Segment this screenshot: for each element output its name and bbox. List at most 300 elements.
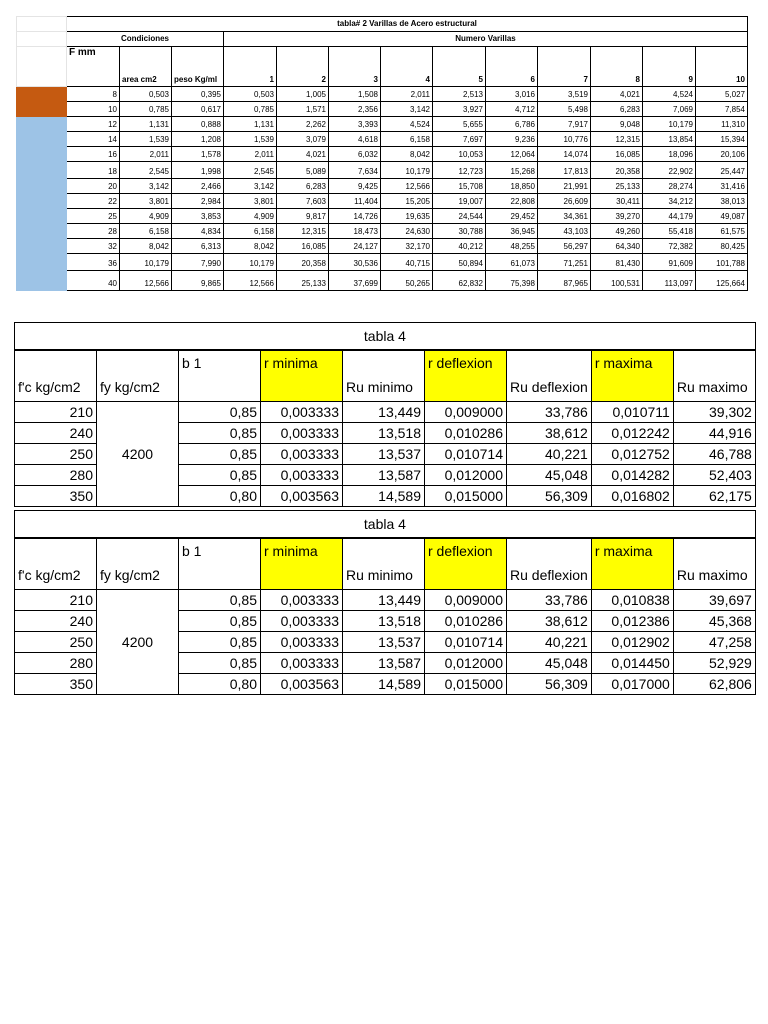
- value-cell: 17,813: [538, 162, 591, 179]
- peso-cell: 4,834: [172, 224, 224, 239]
- header-rumin: Ru minimo: [343, 538, 425, 590]
- color-band: [17, 271, 67, 291]
- value-cell: 81,430: [591, 254, 643, 271]
- b1-cell: 0,85: [179, 465, 261, 486]
- b1-cell: 0,85: [179, 611, 261, 632]
- area-cell: 2,545: [120, 162, 172, 179]
- count-header: 10: [696, 47, 748, 87]
- peso-cell: 1,578: [172, 147, 224, 162]
- value-cell: 61,575: [696, 224, 748, 239]
- rdef-cell: 0,015000: [425, 674, 507, 695]
- rumax-cell: 39,302: [673, 402, 755, 423]
- value-cell: 30,788: [433, 224, 486, 239]
- value-cell: 15,268: [486, 162, 538, 179]
- rumin-cell: 13,449: [343, 590, 425, 611]
- value-cell: 37,699: [329, 271, 381, 291]
- rmin-cell: 0,003333: [261, 590, 343, 611]
- color-band: [17, 239, 67, 254]
- value-cell: 22,808: [486, 194, 538, 209]
- rmax-cell: 0,016802: [591, 486, 673, 507]
- rumax-cell: 62,175: [673, 486, 755, 507]
- table-row: [17, 271, 748, 291]
- varillas-table: [16, 16, 748, 291]
- rumax-cell: 44,916: [673, 423, 755, 444]
- value-cell: 50,894: [433, 254, 486, 271]
- value-cell: 44,179: [643, 209, 696, 224]
- header-rdef: r deflexion: [425, 350, 507, 402]
- value-cell: 7,069: [643, 102, 696, 117]
- value-cell: 6,283: [591, 102, 643, 117]
- b1-cell: 0,85: [179, 444, 261, 465]
- peso-cell: 9,865: [172, 271, 224, 291]
- value-cell: 25,133: [591, 179, 643, 194]
- value-cell: 7,854: [696, 102, 748, 117]
- header-b1: b 1: [179, 350, 261, 402]
- value-cell: 1,005: [277, 87, 329, 102]
- value-cell: 2,011: [381, 87, 433, 102]
- value-cell: 30,411: [591, 194, 643, 209]
- value-cell: 34,212: [643, 194, 696, 209]
- value-cell: 75,398: [486, 271, 538, 291]
- count-header: 3: [329, 47, 381, 87]
- value-cell: 19,007: [433, 194, 486, 209]
- value-cell: 7,634: [329, 162, 381, 179]
- value-cell: 61,073: [486, 254, 538, 271]
- area-cell: 0,503: [120, 87, 172, 102]
- value-cell: 4,909: [224, 209, 277, 224]
- rumax-cell: 52,929: [673, 653, 755, 674]
- rmin-cell: 0,003563: [261, 486, 343, 507]
- value-cell: 3,142: [224, 179, 277, 194]
- value-cell: 12,723: [433, 162, 486, 179]
- table-row: [17, 209, 748, 224]
- value-cell: 12,566: [381, 179, 433, 194]
- value-cell: 16,085: [591, 147, 643, 162]
- table-title: tabla 4: [15, 323, 756, 351]
- diameter-cell: 16: [67, 147, 120, 162]
- value-cell: 12,064: [486, 147, 538, 162]
- diameter-cell: 22: [67, 194, 120, 209]
- count-header: 5: [433, 47, 486, 87]
- value-cell: 6,283: [277, 179, 329, 194]
- value-cell: 22,902: [643, 162, 696, 179]
- value-cell: 7,603: [277, 194, 329, 209]
- value-cell: 8,042: [224, 239, 277, 254]
- fc-cell: 210: [15, 590, 97, 611]
- area-cell: 12,566: [120, 271, 172, 291]
- rumax-cell: 52,403: [673, 465, 755, 486]
- diameter-cell: 14: [67, 132, 120, 147]
- rumin-cell: 13,587: [343, 653, 425, 674]
- value-cell: 8,042: [381, 147, 433, 162]
- rmax-cell: 0,012902: [591, 632, 673, 653]
- value-cell: 6,786: [486, 117, 538, 132]
- value-cell: 10,179: [381, 162, 433, 179]
- rumin-cell: 13,518: [343, 611, 425, 632]
- fc-cell: 250: [15, 444, 97, 465]
- peso-cell: 7,990: [172, 254, 224, 271]
- value-cell: 4,021: [277, 147, 329, 162]
- value-cell: 0,785: [224, 102, 277, 117]
- value-cell: 16,085: [277, 239, 329, 254]
- value-cell: 12,315: [591, 132, 643, 147]
- area-cell: 4,909: [120, 209, 172, 224]
- value-cell: 21,991: [538, 179, 591, 194]
- value-cell: 50,265: [381, 271, 433, 291]
- value-cell: 15,708: [433, 179, 486, 194]
- table-row: [17, 117, 748, 132]
- table-row: [17, 194, 748, 209]
- value-cell: 39,270: [591, 209, 643, 224]
- value-cell: 30,536: [329, 254, 381, 271]
- color-band: [17, 147, 67, 162]
- rmax-cell: 0,012386: [591, 611, 673, 632]
- area-cell: 10,179: [120, 254, 172, 271]
- varillas-title: tabla# 2 Varillas de Acero estructural: [67, 17, 748, 32]
- rmax-cell: 0,010711: [591, 402, 673, 423]
- rdef-cell: 0,010286: [425, 611, 507, 632]
- diameter-cell: 18: [67, 162, 120, 179]
- value-cell: 12,315: [277, 224, 329, 239]
- value-cell: 5,655: [433, 117, 486, 132]
- value-cell: 10,776: [538, 132, 591, 147]
- rmin-cell: 0,003333: [261, 632, 343, 653]
- value-cell: 5,027: [696, 87, 748, 102]
- rmax-cell: 0,017000: [591, 674, 673, 695]
- rudef-cell: 38,612: [507, 423, 592, 444]
- rudef-cell: 56,309: [507, 674, 592, 695]
- table-row: [15, 590, 756, 611]
- value-cell: 11,310: [696, 117, 748, 132]
- value-cell: 9,817: [277, 209, 329, 224]
- color-band: [17, 132, 67, 147]
- area-cell: 3,142: [120, 179, 172, 194]
- value-cell: 2,011: [224, 147, 277, 162]
- rdef-cell: 0,010714: [425, 632, 507, 653]
- value-cell: 64,340: [591, 239, 643, 254]
- fc-cell: 250: [15, 632, 97, 653]
- diameter-cell: 36: [67, 254, 120, 271]
- value-cell: 32,170: [381, 239, 433, 254]
- rmax-cell: 0,014450: [591, 653, 673, 674]
- rumin-cell: 14,589: [343, 674, 425, 695]
- rmin-cell: 0,003333: [261, 423, 343, 444]
- value-cell: 6,158: [224, 224, 277, 239]
- diameter-cell: 8: [67, 87, 120, 102]
- rmax-cell: 0,014282: [591, 465, 673, 486]
- value-cell: 100,531: [591, 271, 643, 291]
- rdef-cell: 0,012000: [425, 653, 507, 674]
- value-cell: 7,697: [433, 132, 486, 147]
- rumax-cell: 62,806: [673, 674, 755, 695]
- value-cell: 9,048: [591, 117, 643, 132]
- color-band: [17, 117, 67, 132]
- value-cell: 62,832: [433, 271, 486, 291]
- value-cell: 13,854: [643, 132, 696, 147]
- count-header: 7: [538, 47, 591, 87]
- value-cell: 10,179: [224, 254, 277, 271]
- table-row: [17, 224, 748, 239]
- fc-cell: 350: [15, 674, 97, 695]
- header-rumax: Ru maximo: [673, 538, 755, 590]
- value-cell: 71,251: [538, 254, 591, 271]
- value-cell: 1,539: [224, 132, 277, 147]
- value-cell: 38,013: [696, 194, 748, 209]
- value-cell: 113,097: [643, 271, 696, 291]
- value-cell: 9,236: [486, 132, 538, 147]
- value-cell: 3,016: [486, 87, 538, 102]
- peso-header: peso Kg/ml: [172, 47, 224, 87]
- count-header: 2: [277, 47, 329, 87]
- area-cell: 2,011: [120, 147, 172, 162]
- table-row: [17, 102, 748, 117]
- value-cell: 2,545: [224, 162, 277, 179]
- rmin-cell: 0,003333: [261, 653, 343, 674]
- color-band: [17, 162, 67, 179]
- b1-cell: 0,85: [179, 423, 261, 444]
- value-cell: 1,571: [277, 102, 329, 117]
- table-row: [17, 254, 748, 271]
- diameter-cell: 40: [67, 271, 120, 291]
- value-cell: 10,053: [433, 147, 486, 162]
- table-row: [17, 162, 748, 179]
- fc-cell: 210: [15, 402, 97, 423]
- rmin-cell: 0,003333: [261, 444, 343, 465]
- rdef-cell: 0,010286: [425, 423, 507, 444]
- rmax-cell: 0,010838: [591, 590, 673, 611]
- header-rudef: Ru deflexion: [507, 350, 592, 402]
- fy-cell: 4200: [97, 590, 179, 695]
- rumax-cell: 45,368: [673, 611, 755, 632]
- header-rudef: Ru deflexion: [507, 538, 592, 590]
- value-cell: 18,473: [329, 224, 381, 239]
- value-cell: 36,945: [486, 224, 538, 239]
- fc-cell: 280: [15, 465, 97, 486]
- header-fy: fy kg/cm2: [97, 350, 179, 402]
- value-cell: 31,416: [696, 179, 748, 194]
- header-fc: f'c kg/cm2: [15, 538, 97, 590]
- rumax-cell: 46,788: [673, 444, 755, 465]
- rmin-cell: 0,003563: [261, 674, 343, 695]
- table-row: [17, 87, 748, 102]
- value-cell: 10,179: [643, 117, 696, 132]
- fy-cell: 4200: [97, 402, 179, 507]
- peso-cell: 1,208: [172, 132, 224, 147]
- header-rumax: Ru maximo: [673, 350, 755, 402]
- value-cell: 19,635: [381, 209, 433, 224]
- area-cell: 1,539: [120, 132, 172, 147]
- value-cell: 56,297: [538, 239, 591, 254]
- rudef-cell: 40,221: [507, 632, 592, 653]
- b1-cell: 0,85: [179, 632, 261, 653]
- header-rdef: r deflexion: [425, 538, 507, 590]
- value-cell: 49,087: [696, 209, 748, 224]
- table-row: [17, 132, 748, 147]
- diameter-cell: 20: [67, 179, 120, 194]
- rumax-cell: 39,697: [673, 590, 755, 611]
- rmin-cell: 0,003333: [261, 611, 343, 632]
- rmax-cell: 0,012242: [591, 423, 673, 444]
- value-cell: 5,089: [277, 162, 329, 179]
- value-cell: 72,382: [643, 239, 696, 254]
- rudef-cell: 56,309: [507, 486, 592, 507]
- rumin-cell: 13,537: [343, 444, 425, 465]
- count-header: 6: [486, 47, 538, 87]
- value-cell: 26,609: [538, 194, 591, 209]
- value-cell: 40,212: [433, 239, 486, 254]
- color-band: [17, 102, 67, 117]
- numero-varillas-header: Numero Varillas: [224, 32, 748, 47]
- peso-cell: 6,313: [172, 239, 224, 254]
- fc-cell: 350: [15, 486, 97, 507]
- value-cell: 87,965: [538, 271, 591, 291]
- value-cell: 20,358: [591, 162, 643, 179]
- value-cell: 4,618: [329, 132, 381, 147]
- color-band: [17, 254, 67, 271]
- header-fy: fy kg/cm2: [97, 538, 179, 590]
- value-cell: 25,447: [696, 162, 748, 179]
- color-band: [17, 209, 67, 224]
- rudef-cell: 33,786: [507, 590, 592, 611]
- header-rmin: r minima: [261, 538, 343, 590]
- value-cell: 25,133: [277, 271, 329, 291]
- b1-cell: 0,85: [179, 590, 261, 611]
- rudef-cell: 38,612: [507, 611, 592, 632]
- count-header: 8: [591, 47, 643, 87]
- area-cell: 8,042: [120, 239, 172, 254]
- fc-cell: 240: [15, 611, 97, 632]
- value-cell: 4,524: [643, 87, 696, 102]
- table-row: [15, 402, 756, 423]
- rumin-cell: 13,537: [343, 632, 425, 653]
- color-band: [17, 224, 67, 239]
- count-header: 4: [381, 47, 433, 87]
- value-cell: 6,158: [381, 132, 433, 147]
- color-band: [17, 87, 67, 102]
- value-cell: 11,404: [329, 194, 381, 209]
- value-cell: 24,544: [433, 209, 486, 224]
- value-cell: 43,103: [538, 224, 591, 239]
- fc-cell: 240: [15, 423, 97, 444]
- rudef-cell: 33,786: [507, 402, 592, 423]
- rudef-cell: 45,048: [507, 653, 592, 674]
- peso-cell: 1,998: [172, 162, 224, 179]
- rmax-cell: 0,012752: [591, 444, 673, 465]
- rdef-cell: 0,009000: [425, 402, 507, 423]
- value-cell: 2,262: [277, 117, 329, 132]
- header-rmax: r maxima: [591, 538, 673, 590]
- value-cell: 55,418: [643, 224, 696, 239]
- diameter-cell: 25: [67, 209, 120, 224]
- header-fc: f'c kg/cm2: [15, 350, 97, 402]
- value-cell: 9,425: [329, 179, 381, 194]
- value-cell: 12,566: [224, 271, 277, 291]
- value-cell: 125,664: [696, 271, 748, 291]
- value-cell: 3,142: [381, 102, 433, 117]
- tabla4-first: [14, 322, 756, 507]
- b1-cell: 0,85: [179, 402, 261, 423]
- rdef-cell: 0,009000: [425, 590, 507, 611]
- value-cell: 4,712: [486, 102, 538, 117]
- area-cell: 6,158: [120, 224, 172, 239]
- value-cell: 7,917: [538, 117, 591, 132]
- table-row: [17, 147, 748, 162]
- value-cell: 3,801: [224, 194, 277, 209]
- area-cell: 1,131: [120, 117, 172, 132]
- area-header: area cm2: [120, 47, 172, 87]
- condiciones-header: Condiciones: [67, 32, 224, 47]
- rumin-cell: 13,518: [343, 423, 425, 444]
- value-cell: 29,452: [486, 209, 538, 224]
- area-cell: 3,801: [120, 194, 172, 209]
- value-cell: 20,106: [696, 147, 748, 162]
- count-header: 1: [224, 47, 277, 87]
- value-cell: 24,127: [329, 239, 381, 254]
- header-rmax: r maxima: [591, 350, 673, 402]
- value-cell: 20,358: [277, 254, 329, 271]
- value-cell: 28,274: [643, 179, 696, 194]
- fmm-header: F mm: [67, 47, 120, 87]
- rumax-cell: 47,258: [673, 632, 755, 653]
- rudef-cell: 45,048: [507, 465, 592, 486]
- value-cell: 48,255: [486, 239, 538, 254]
- value-cell: 24,630: [381, 224, 433, 239]
- value-cell: 18,096: [643, 147, 696, 162]
- peso-cell: 2,984: [172, 194, 224, 209]
- b1-cell: 0,80: [179, 674, 261, 695]
- value-cell: 1,131: [224, 117, 277, 132]
- value-cell: 2,513: [433, 87, 486, 102]
- value-cell: 0,503: [224, 87, 277, 102]
- table-row: [17, 179, 748, 194]
- rmin-cell: 0,003333: [261, 402, 343, 423]
- value-cell: 49,260: [591, 224, 643, 239]
- area-cell: 0,785: [120, 102, 172, 117]
- diameter-cell: 12: [67, 117, 120, 132]
- b1-cell: 0,85: [179, 653, 261, 674]
- rumin-cell: 13,449: [343, 402, 425, 423]
- rdef-cell: 0,010714: [425, 444, 507, 465]
- rdef-cell: 0,012000: [425, 465, 507, 486]
- value-cell: 3,393: [329, 117, 381, 132]
- value-cell: 80,425: [696, 239, 748, 254]
- peso-cell: 0,617: [172, 102, 224, 117]
- value-cell: 2,356: [329, 102, 381, 117]
- value-cell: 15,394: [696, 132, 748, 147]
- peso-cell: 3,853: [172, 209, 224, 224]
- value-cell: 4,021: [591, 87, 643, 102]
- rmin-cell: 0,003333: [261, 465, 343, 486]
- value-cell: 18,850: [486, 179, 538, 194]
- fc-cell: 280: [15, 653, 97, 674]
- tabla4-second: [14, 510, 756, 695]
- header-rumin: Ru minimo: [343, 350, 425, 402]
- value-cell: 6,032: [329, 147, 381, 162]
- value-cell: 40,715: [381, 254, 433, 271]
- value-cell: 3,927: [433, 102, 486, 117]
- value-cell: 15,205: [381, 194, 433, 209]
- value-cell: 3,079: [277, 132, 329, 147]
- color-band: [17, 179, 67, 194]
- rdef-cell: 0,015000: [425, 486, 507, 507]
- value-cell: 1,508: [329, 87, 381, 102]
- value-cell: 14,726: [329, 209, 381, 224]
- diameter-cell: 32: [67, 239, 120, 254]
- diameter-cell: 28: [67, 224, 120, 239]
- b1-cell: 0,80: [179, 486, 261, 507]
- table-title: tabla 4: [15, 511, 756, 539]
- diameter-cell: 10: [67, 102, 120, 117]
